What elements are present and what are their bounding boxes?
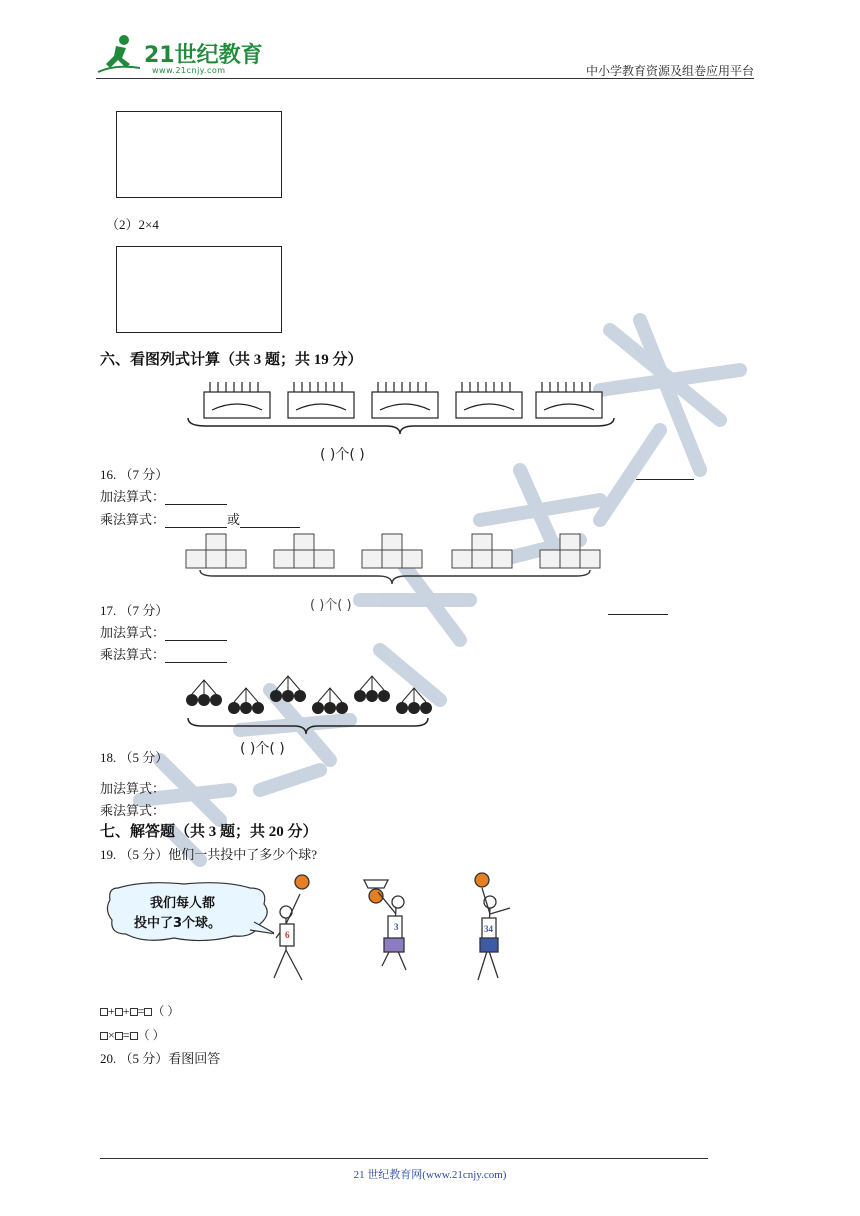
q20-number: 20. （5 分）看图回答	[100, 1051, 221, 1066]
op-plus-1: +	[108, 1004, 115, 1018]
q16-figure	[186, 372, 616, 462]
q19-eq2-tail: （ ）	[137, 1028, 165, 1042]
answer-square-icon[interactable]	[130, 1008, 138, 1016]
answer-square-icon[interactable]	[115, 1032, 123, 1040]
section7-title: 七、解答题（共 3 题；共 20 分）	[100, 824, 318, 840]
q19-equation-mul	[100, 1026, 165, 1043]
runner-logo-icon	[96, 34, 142, 76]
footer-rule	[100, 1158, 708, 1159]
header-platform-text: 中小学教育资源及组卷应用平台	[585, 64, 754, 78]
logo-main-text: 21世纪教育	[144, 43, 263, 68]
q16-add-blank[interactable]	[165, 491, 227, 505]
q16-mul-blank-1[interactable]	[165, 514, 227, 528]
q16-or-text: 或	[227, 512, 241, 527]
jersey-number-2: 3	[394, 922, 399, 932]
q17-mul-row	[100, 644, 227, 663]
answer-square-icon[interactable]	[100, 1008, 108, 1016]
q17-mul-label: 乘法算式：	[100, 647, 166, 662]
section6-title: 六、看图列式计算（共 3 题；共 19 分）	[100, 352, 363, 368]
q17-figure	[182, 528, 606, 594]
logo-sub-text: www.21cnjy.com	[152, 66, 226, 75]
q18-number: 18. （5 分）	[100, 750, 169, 765]
footer-text: 21 世纪教育网(www.21cnjy.com)	[353, 1169, 507, 1181]
q18-cherries-image	[184, 672, 434, 738]
drawing-box-1	[116, 111, 282, 198]
op-plus-2: +	[122, 1004, 130, 1018]
q17-add-blank[interactable]	[165, 627, 227, 641]
q17-answer-line[interactable]	[608, 614, 668, 615]
drawing-box-2	[116, 246, 282, 333]
q16-crates-image	[186, 372, 616, 462]
q17-number: 17. （7 分）	[100, 603, 169, 618]
header-logo	[96, 34, 266, 78]
q17-cubes-image	[182, 528, 606, 594]
basketball-players-image	[260, 866, 520, 996]
answer-square-icon[interactable]	[130, 1032, 138, 1040]
bubble-line-1: 我们每人都	[150, 896, 216, 911]
q18-figure	[184, 672, 434, 738]
q16-number: 16. （7 分）	[100, 467, 169, 482]
header-rule	[96, 78, 754, 79]
q19-equation-add	[100, 1002, 179, 1019]
q19-figure	[104, 866, 524, 996]
q19-eq1-tail: （ ）	[152, 1004, 180, 1018]
q16-paren-prompt: ( )个( )	[320, 447, 365, 463]
q16-add-row	[100, 486, 227, 505]
q18-paren-prompt: ( )个( )	[240, 741, 285, 757]
bubble-line-2: 投中了3个球。	[134, 916, 222, 931]
op-equals-1: =	[137, 1004, 145, 1018]
q16-mul-label: 乘法算式：	[100, 512, 166, 527]
jersey-number-1: 6	[285, 930, 290, 940]
q18-mul-label: 乘法算式：	[100, 803, 166, 818]
q16-mul-row	[100, 509, 300, 528]
answer-square-icon[interactable]	[100, 1032, 108, 1040]
q19-number: 19. （5 分）他们一共投中了多少个球?	[100, 847, 318, 862]
op-times: ×	[108, 1028, 115, 1042]
q17-paren-prompt: ( )个( )	[310, 598, 352, 613]
q17-mul-blank[interactable]	[165, 649, 227, 663]
op-equals-2: =	[122, 1028, 130, 1042]
q18-add-label: 加法算式：	[100, 781, 166, 796]
q17-add-label: 加法算式：	[100, 625, 166, 640]
q16-mul-blank-2[interactable]	[240, 514, 300, 528]
q16-answer-line[interactable]	[636, 479, 694, 480]
answer-square-icon[interactable]	[115, 1008, 123, 1016]
part2-label: （2）2×4	[106, 217, 159, 232]
jersey-number-3: 34	[484, 924, 493, 934]
q17-add-row	[100, 622, 227, 641]
q16-add-label: 加法算式：	[100, 489, 166, 504]
